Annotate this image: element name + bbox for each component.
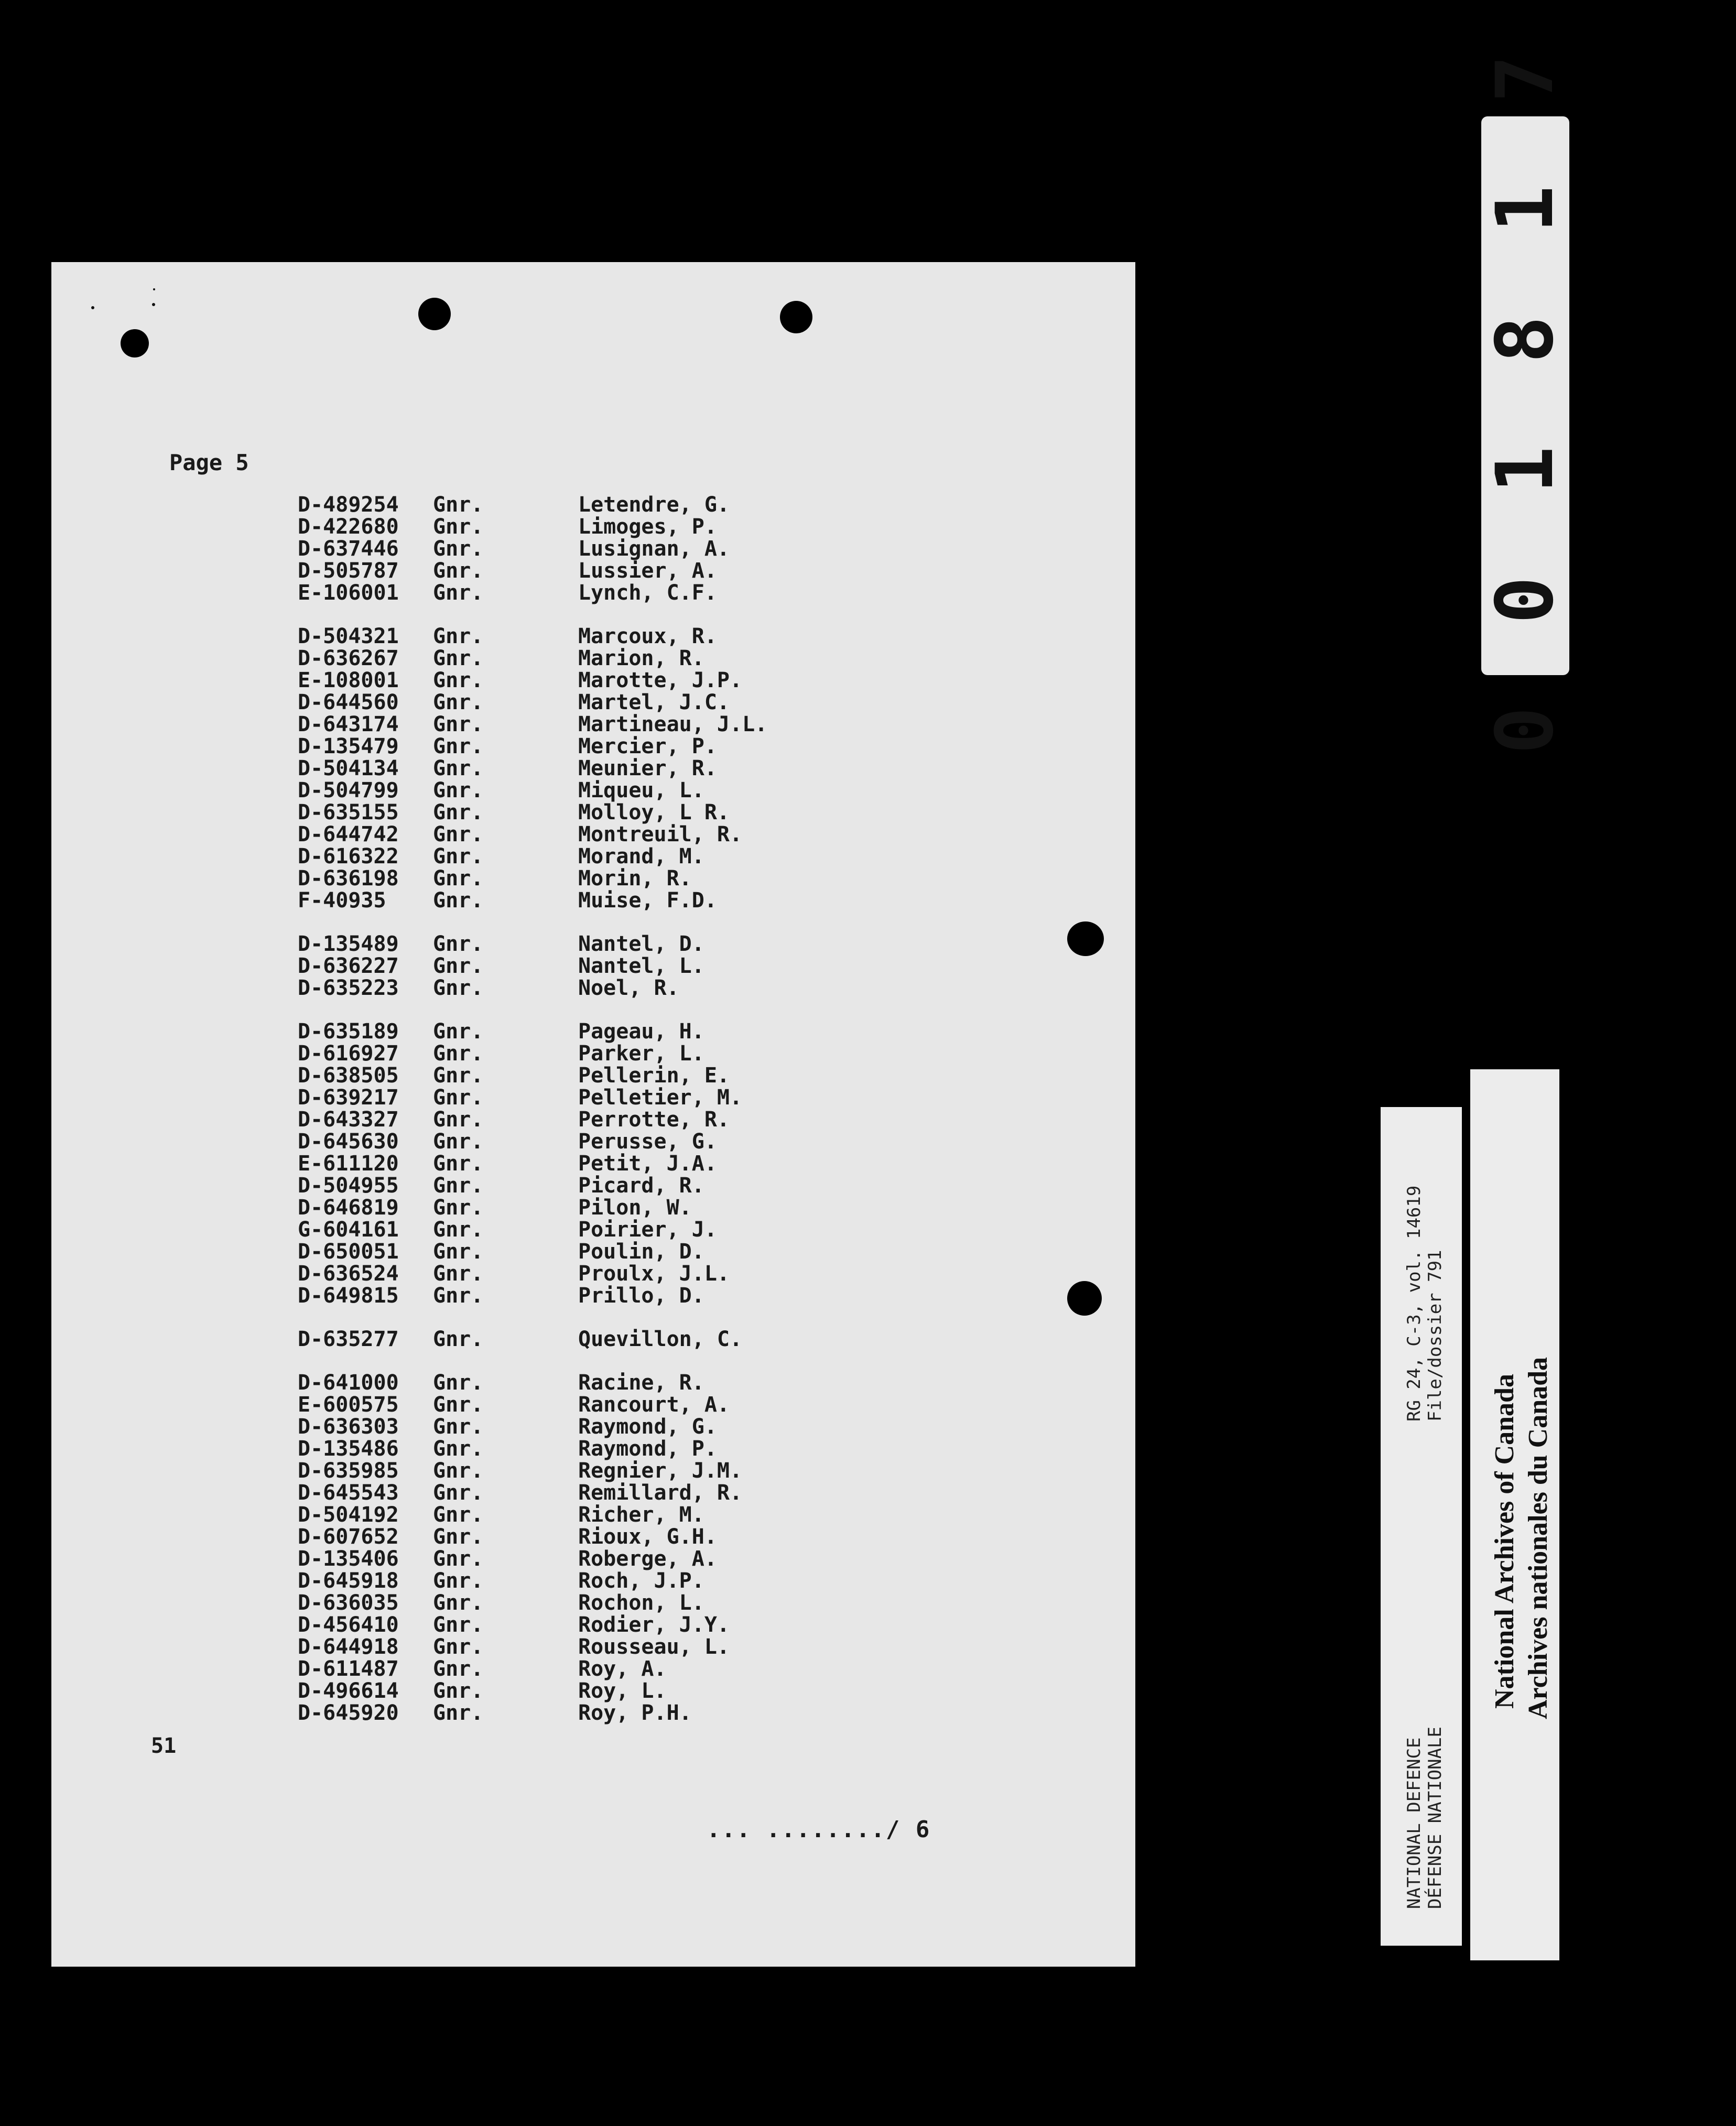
rank: Gnr. — [433, 1218, 484, 1242]
service-number: D-636035 — [298, 1591, 399, 1615]
service-number: D-635155 — [298, 800, 399, 825]
soldier-name: Muise, F.D. — [578, 888, 717, 913]
service-number: D-635277 — [298, 1327, 399, 1351]
soldier-name: Nantel, L. — [578, 954, 704, 978]
service-number: D-636524 — [298, 1262, 399, 1286]
soldier-name: Noel, R. — [578, 976, 679, 1000]
rank: Gnr. — [433, 1613, 484, 1637]
punch-hole — [121, 329, 149, 357]
rank: Gnr. — [433, 800, 484, 825]
archives-name-en: National Archives of Canada — [1490, 1374, 1520, 1709]
service-number: D-636267 — [298, 646, 399, 670]
service-number: D-505787 — [298, 559, 399, 583]
service-number: D-504134 — [298, 756, 399, 780]
rank: Gnr. — [433, 734, 484, 758]
rank: Gnr. — [433, 1701, 484, 1725]
rank: Gnr. — [433, 1679, 484, 1703]
soldier-name: Lussier, A. — [578, 559, 717, 583]
rank: Gnr. — [433, 954, 484, 978]
service-number: D-641000 — [298, 1371, 399, 1395]
rank: Gnr. — [433, 1481, 484, 1505]
rank: Gnr. — [433, 1459, 484, 1483]
soldier-name: Morand, M. — [578, 844, 704, 869]
soldier-name: Raymond, P. — [578, 1437, 717, 1461]
soldier-name: Regnier, J.M. — [578, 1459, 743, 1483]
soldier-name: Molloy, L R. — [578, 800, 730, 825]
rank: Gnr. — [433, 1657, 484, 1681]
soldier-name: Rioux, G.H. — [578, 1525, 717, 1549]
service-number: D-644742 — [298, 822, 399, 847]
service-number: E-108001 — [298, 668, 399, 692]
paper-speck — [152, 303, 155, 306]
soldier-name: Pilon, W. — [578, 1196, 692, 1220]
soldier-name: Lusignan, A. — [578, 537, 730, 561]
service-number: D-636198 — [298, 866, 399, 891]
rank: Gnr. — [433, 1196, 484, 1220]
rank: Gnr. — [433, 1591, 484, 1615]
service-number: D-645543 — [298, 1481, 399, 1505]
service-number: D-504192 — [298, 1503, 399, 1527]
rank: Gnr. — [433, 888, 484, 913]
soldier-name: Miqueu, L. — [578, 778, 704, 802]
service-number: D-639217 — [298, 1086, 399, 1110]
service-number: D-504321 — [298, 624, 399, 648]
service-number: D-635189 — [298, 1019, 399, 1044]
rank: Gnr. — [433, 1547, 484, 1571]
rank: Gnr. — [433, 1525, 484, 1549]
rank: Gnr. — [433, 1240, 484, 1264]
service-number: E-106001 — [298, 581, 399, 605]
margin-mark: 51 — [151, 1734, 177, 1758]
soldier-name: Picard, R. — [578, 1174, 704, 1198]
rank: Gnr. — [433, 1635, 484, 1659]
service-number: D-649815 — [298, 1284, 399, 1308]
continuation-marker: ... ......../ 6 — [707, 1816, 931, 1843]
service-number: D-422680 — [298, 515, 399, 539]
soldier-name: Proulx, J.L. — [578, 1262, 730, 1286]
rank: Gnr. — [433, 1327, 484, 1351]
rank: Gnr. — [433, 668, 484, 692]
soldier-name: Roy, L. — [578, 1679, 667, 1703]
soldier-name: Remillard, R. — [578, 1481, 743, 1505]
label-defence-en: NATIONAL DEFENCE — [1404, 1737, 1425, 1909]
service-number: D-643174 — [298, 712, 399, 736]
soldier-name: Poirier, J. — [578, 1218, 717, 1242]
rank: Gnr. — [433, 1371, 484, 1395]
soldier-name: Rancourt, A. — [578, 1393, 730, 1417]
service-number: D-611487 — [298, 1657, 399, 1681]
soldier-name: Perrotte, R. — [578, 1108, 730, 1132]
service-number: D-135479 — [298, 734, 399, 758]
rank: Gnr. — [433, 1262, 484, 1286]
rank: Gnr. — [433, 624, 484, 648]
soldier-name: Marion, R. — [578, 646, 704, 670]
soldier-name: Martel, J.C. — [578, 690, 730, 714]
rank: Gnr. — [433, 1569, 484, 1593]
service-number: D-616927 — [298, 1042, 399, 1066]
national-defence-label — [1381, 1107, 1462, 1946]
service-number: F-40935 — [298, 888, 386, 913]
service-number: D-135486 — [298, 1437, 399, 1461]
rank: Gnr. — [433, 1437, 484, 1461]
rank: Gnr. — [433, 690, 484, 714]
soldier-name: Rochon, L. — [578, 1591, 704, 1615]
rank: Gnr. — [433, 712, 484, 736]
frame-number: 0 0 1 8 1 7 — [1480, 37, 1571, 754]
soldier-name: Rousseau, L. — [578, 1635, 730, 1659]
rank: Gnr. — [433, 1284, 484, 1308]
service-number: D-645918 — [298, 1569, 399, 1593]
rank: Gnr. — [433, 1130, 484, 1154]
punch-hole — [1067, 921, 1104, 956]
punch-hole — [1067, 1281, 1102, 1316]
rank: Gnr. — [433, 1152, 484, 1176]
rank: Gnr. — [433, 515, 484, 539]
soldier-name: Parker, L. — [578, 1042, 704, 1066]
national-archives-label — [1470, 1069, 1559, 1960]
paper-speck — [153, 288, 155, 290]
service-number: G-604161 — [298, 1218, 399, 1242]
soldier-name: Petit, J.A. — [578, 1152, 717, 1176]
page-number: Page 5 — [169, 450, 249, 475]
soldier-name: Quevillon, C. — [578, 1327, 743, 1351]
frame-number-stamp — [1480, 37, 1571, 754]
soldier-name: Mercier, P. — [578, 734, 717, 758]
service-number: D-645630 — [298, 1130, 399, 1154]
soldier-name: Roy, P.H. — [578, 1701, 692, 1725]
service-number: D-635985 — [298, 1459, 399, 1483]
punch-hole — [418, 298, 451, 330]
soldier-name: Raymond, G. — [578, 1415, 717, 1439]
label-file-reference: File/dossier 791 — [1425, 1250, 1446, 1422]
service-number: D-489254 — [298, 493, 399, 517]
soldier-name: Morin, R. — [578, 866, 692, 891]
soldier-name: Prillo, D. — [578, 1284, 704, 1308]
soldier-name: Poulin, D. — [578, 1240, 704, 1264]
rank: Gnr. — [433, 756, 484, 780]
soldier-name: Lynch, C.F. — [578, 581, 717, 605]
rank: Gnr. — [433, 646, 484, 670]
soldier-name: Racine, R. — [578, 1371, 704, 1395]
soldier-name: Martineau, J.L. — [578, 712, 768, 736]
rank: Gnr. — [433, 493, 484, 517]
service-number: D-636303 — [298, 1415, 399, 1439]
soldier-name: Roberge, A. — [578, 1547, 717, 1571]
service-number: D-638505 — [298, 1064, 399, 1088]
rank: Gnr. — [433, 976, 484, 1000]
soldier-name: Roy, A. — [578, 1657, 667, 1681]
service-number: D-504799 — [298, 778, 399, 802]
service-number: E-600575 — [298, 1393, 399, 1417]
rank: Gnr. — [433, 822, 484, 847]
soldier-name: Letendre, G. — [578, 493, 730, 517]
service-number: D-646819 — [298, 1196, 399, 1220]
rank: Gnr. — [433, 866, 484, 891]
rank: Gnr. — [433, 1415, 484, 1439]
service-number: D-616322 — [298, 844, 399, 869]
rank: Gnr. — [433, 581, 484, 605]
rank: Gnr. — [433, 844, 484, 869]
service-number: D-504955 — [298, 1174, 399, 1198]
service-number: D-650051 — [298, 1240, 399, 1264]
paper-speck — [91, 306, 94, 309]
soldier-name: Richer, M. — [578, 1503, 704, 1527]
service-number: D-607652 — [298, 1525, 399, 1549]
service-number: D-135489 — [298, 932, 399, 956]
rank: Gnr. — [433, 1503, 484, 1527]
service-number: D-643327 — [298, 1108, 399, 1132]
soldier-name: Perusse, G. — [578, 1130, 717, 1154]
rank: Gnr. — [433, 778, 484, 802]
soldier-name: Limoges, P. — [578, 515, 717, 539]
service-number: D-645920 — [298, 1701, 399, 1725]
rank: Gnr. — [433, 1019, 484, 1044]
label-rg-reference: RG 24, C-3, vol. 14619 — [1404, 1185, 1425, 1422]
soldier-name: Montreuil, R. — [578, 822, 743, 847]
service-number: D-644560 — [298, 690, 399, 714]
rank: Gnr. — [433, 1108, 484, 1132]
rank: Gnr. — [433, 1174, 484, 1198]
service-number: D-636227 — [298, 954, 399, 978]
soldier-name: Rodier, J.Y. — [578, 1613, 730, 1637]
service-number: D-644918 — [298, 1635, 399, 1659]
rank: Gnr. — [433, 1042, 484, 1066]
rank: Gnr. — [433, 1393, 484, 1417]
archives-name-fr: Archives nationales du Canada — [1523, 1357, 1553, 1719]
service-number: E-611120 — [298, 1152, 399, 1176]
rank: Gnr. — [433, 537, 484, 561]
service-number: D-496614 — [298, 1679, 399, 1703]
rank: Gnr. — [433, 1086, 484, 1110]
document-page — [51, 262, 1135, 1967]
punch-hole — [780, 301, 812, 333]
soldier-name: Pellerin, E. — [578, 1064, 730, 1088]
label-defence-fr: DÉFENSE NATIONALE — [1425, 1727, 1446, 1909]
rank: Gnr. — [433, 1064, 484, 1088]
service-number: D-135406 — [298, 1547, 399, 1571]
rank: Gnr. — [433, 559, 484, 583]
soldier-name: Meunier, R. — [578, 756, 717, 780]
service-number: D-456410 — [298, 1613, 399, 1637]
service-number: D-635223 — [298, 976, 399, 1000]
soldier-name: Roch, J.P. — [578, 1569, 704, 1593]
soldier-name: Marcoux, R. — [578, 624, 717, 648]
rank: Gnr. — [433, 932, 484, 956]
soldier-name: Marotte, J.P. — [578, 668, 743, 692]
soldier-name: Pelletier, M. — [578, 1086, 743, 1110]
soldier-name: Nantel, D. — [578, 932, 704, 956]
service-number: D-637446 — [298, 537, 399, 561]
soldier-name: Pageau, H. — [578, 1019, 704, 1044]
